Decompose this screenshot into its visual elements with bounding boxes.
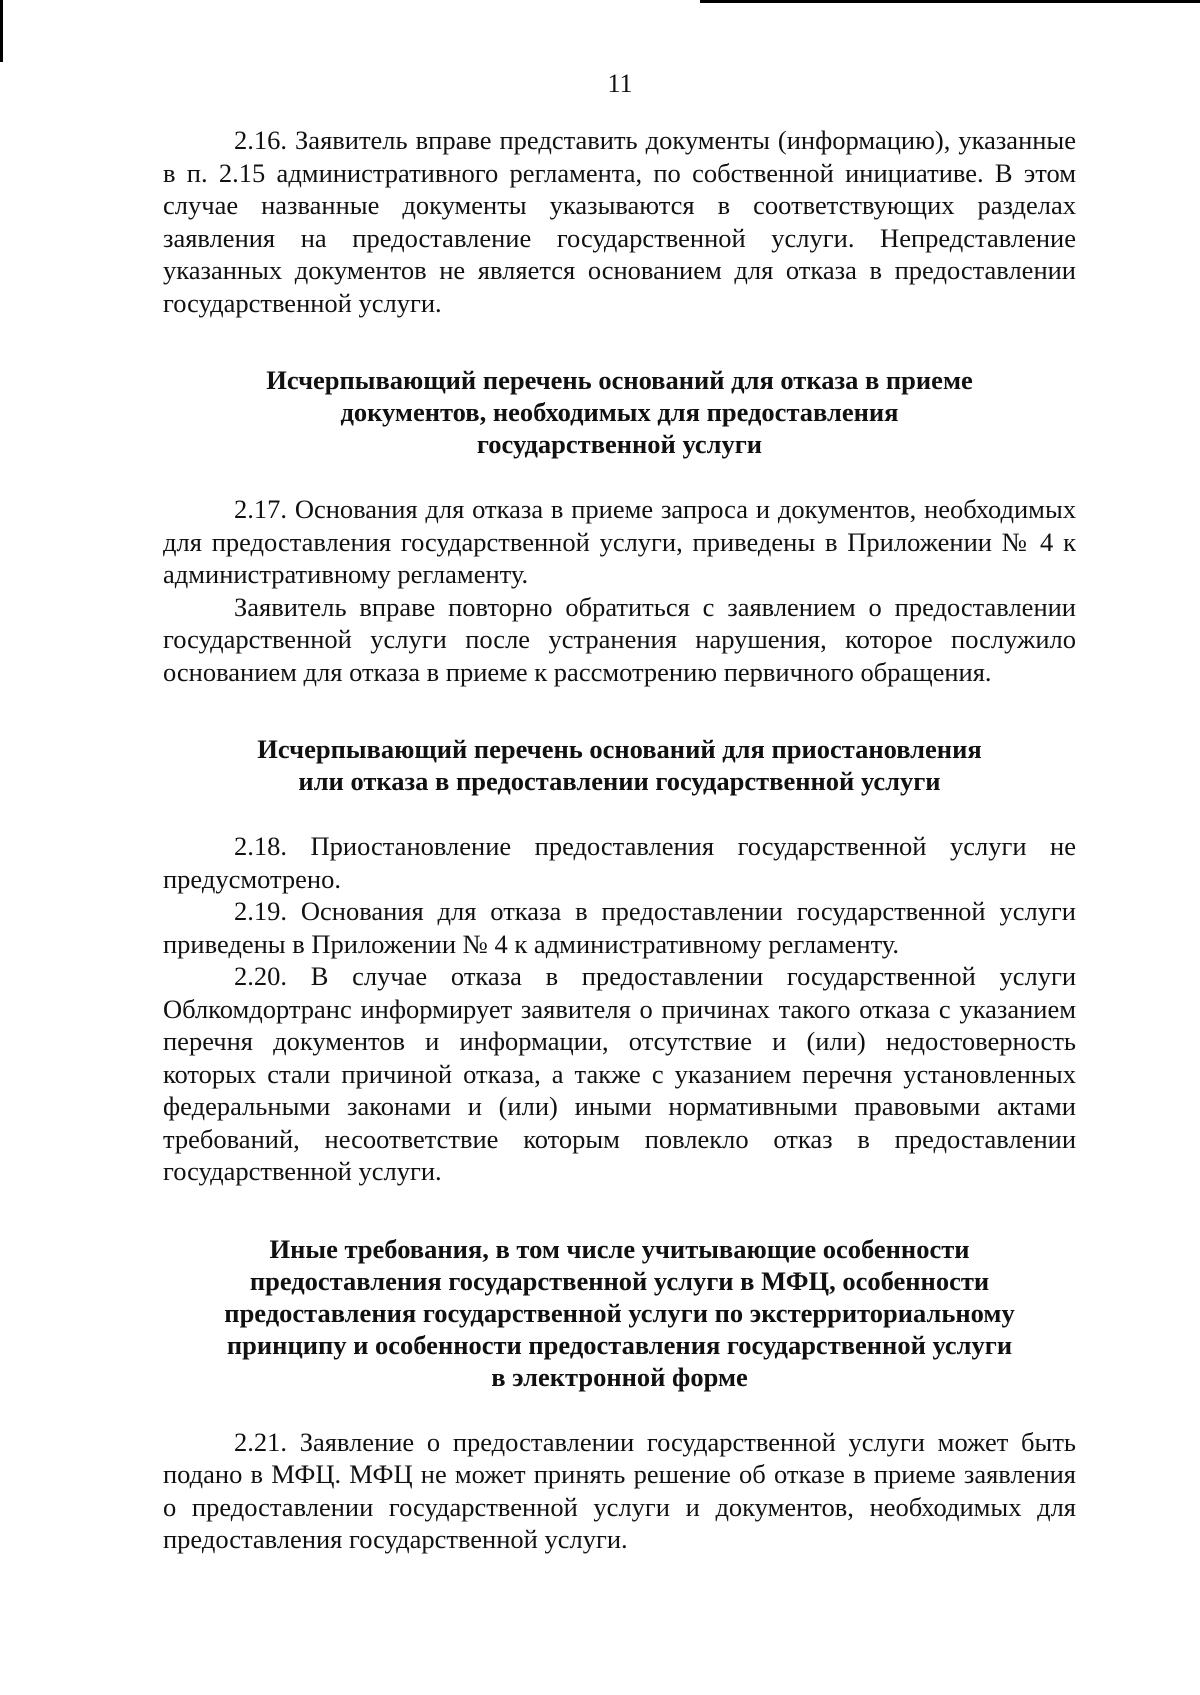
- title-line: Исчерпывающий перечень оснований для приостановления: [257, 734, 982, 764]
- title-line: документов, необходимых для предоставления: [340, 397, 899, 427]
- paragraph-2-19: 2.19. Основания для отказа в предоставлении государственной услуги приведены в Приложении № 4 к административному регламенту.: [163, 896, 1076, 959]
- scan-edge-left: [0, 0, 3, 62]
- title-line: или отказа в предоставлении государственной услуги: [298, 766, 941, 796]
- section-title-refusal-acceptance: [163, 364, 1076, 460]
- paragraph-repeat-application: Заявитель вправе повторно обратиться с заявлением о предоставлении государственной услуги после устранения нарушения, которое послужило основанием для отказа в приеме к рассмотрению первичного обращения.: [163, 591, 1076, 687]
- title-line: в электронной форме: [491, 1361, 748, 1392]
- paragraph-2-20: 2.20. В случае отказа в предоставлении государственной услуги Облкомдортранс информирует заявителя о причинах такого отказа с указанием перечня документов и информации, отсутствие и (или) недостоверность которых стали причиной отказа, а также с указанием перечня установленных федеральными законами и (или) иными нормативными правовыми актами требований, несоответствие которым повлекло отказ в предоставлении государственной услуги.: [163, 961, 1076, 1186]
- paragraph-2-17: 2.17. Основания для отказа в приеме запроса и документов, необходимых для предоставления государственной услуги, приведены в Приложении № 4 к административному регламенту.: [163, 494, 1076, 589]
- paragraph-2-21: 2.21. Заявление о предоставлении государственной услуги может быть подано в МФЦ. МФЦ не может принять решение об отказе в приеме заявления о предоставлении государственной услуги и документов, необходимых для предоставления государственной услуги.: [163, 1426, 1076, 1554]
- title-line: принципу и особенности предоставления государственной услуги: [226, 1329, 1013, 1360]
- page-number: 11: [607, 69, 633, 98]
- paragraph-2-18: 2.18. Приостановление предоставления государственной услуги не предусмотрено.: [163, 831, 1076, 894]
- section-title-other-requirements: [163, 1233, 1076, 1393]
- document-body: [163, 124, 1076, 1556]
- scan-edge-top: [700, 0, 1200, 3]
- title-line: Иные требования, в том числе учитывающие особенности: [269, 1233, 970, 1264]
- paragraph-2-16: 2.16. Заявитель вправе представить документы (информацию), указанные в п. 2.15 административного регламента, по собственной инициативе. В этом случае названные документы указываются в соответствующих разделах заявления на предоставление государственной услуги. Непредставление указанных документов не является основанием для отказа в предоставлении государственной услуги.: [163, 125, 1076, 318]
- title-line: Исчерпывающий перечень оснований для отказа в приеме: [266, 365, 973, 395]
- section-title-suspension-refusal: [163, 733, 1076, 797]
- title-line: предоставления государственной услуги в МФЦ, особенности: [249, 1265, 990, 1296]
- title-line: государственной услуги: [476, 429, 763, 459]
- title-line: предоставления государственной услуги по экстерриториальному: [224, 1297, 1015, 1328]
